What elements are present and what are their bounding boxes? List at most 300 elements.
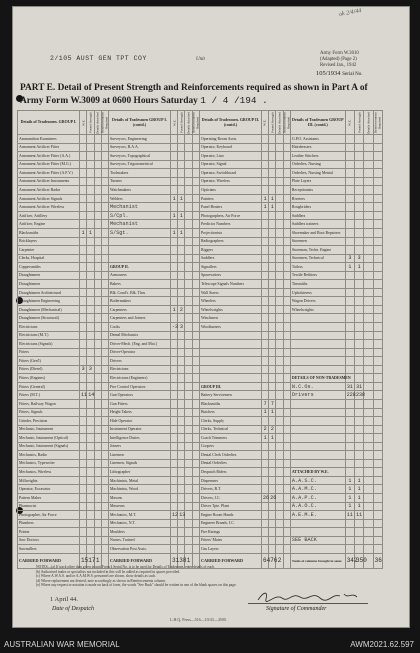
trade-label: Tinsmiths: [290, 280, 345, 289]
posted-value: [178, 399, 185, 408]
we-value: [261, 545, 268, 554]
attached-value: [185, 194, 192, 203]
attached-value: [364, 246, 373, 255]
we-value: [345, 468, 354, 477]
we-value: [171, 399, 178, 408]
posted-value: [269, 229, 276, 238]
we-value: [261, 263, 268, 272]
carry-posted: 38: [178, 553, 185, 568]
we-value: [261, 417, 268, 426]
reinf-value: [101, 493, 108, 502]
posted-value: 14: [88, 392, 95, 399]
table-row: [18, 177, 383, 186]
reinf-value: [373, 203, 382, 212]
we-value: 1: [345, 263, 354, 272]
form-revised: Revised Jan., 1942: [320, 63, 357, 68]
attached-value: [276, 203, 283, 212]
posted-value: 1: [178, 194, 185, 203]
we-value: [261, 331, 268, 340]
we-value: [171, 160, 178, 169]
attached-value: [94, 152, 101, 161]
reinf-value: [101, 357, 108, 366]
trade-label: [290, 408, 345, 417]
we-value: [171, 459, 178, 468]
we-value: [345, 417, 354, 426]
we-value: [345, 246, 354, 255]
trade-label: Saddlers: [199, 254, 261, 263]
reinf-value: [373, 254, 382, 263]
printer-line: L.H.Q. Press—516—10/43—4500.: [170, 617, 227, 622]
reinf-value: [373, 246, 382, 255]
posted-value: [87, 263, 94, 272]
reinf-value: [101, 340, 108, 349]
attached-value: [364, 152, 373, 161]
reinf-value: [283, 169, 290, 178]
attached-value: [364, 254, 373, 263]
attached-value: [185, 220, 192, 229]
we-value: [171, 468, 178, 477]
trade-label: Gas Layers: [199, 545, 261, 554]
reinf-value: [192, 425, 199, 434]
reinf-value: [192, 254, 199, 263]
trade-label: Dispensers: [199, 476, 261, 485]
reinf-value: [192, 442, 199, 451]
attached-value: [276, 186, 283, 195]
posted-value: 13: [179, 511, 186, 518]
posted-value: [269, 135, 276, 144]
posted-value: [269, 160, 276, 169]
table-row: [18, 254, 383, 263]
reinf-value: [373, 374, 382, 383]
attached-value: [364, 160, 373, 169]
trade-label: Draughtsmen Architectural: [18, 288, 80, 297]
trade-label: [290, 314, 345, 323]
we-value: [345, 271, 354, 280]
trade-label: [108, 246, 170, 255]
col-posted: Posted Strength: [179, 112, 184, 133]
trade-label: N.C.Os.: [290, 382, 345, 391]
posted-value: [87, 169, 94, 178]
reinf-value: [373, 399, 382, 408]
reinf-value: [192, 194, 199, 203]
trade-label: Operator, Lino: [199, 152, 261, 161]
trade-label: Blacksmiths: [18, 229, 80, 238]
trade-label: Wheelers: [199, 297, 261, 306]
trade-label: Mechanics, Typewriter: [18, 459, 80, 468]
we-value: [261, 382, 268, 391]
attached-value: [185, 340, 192, 349]
trade-label: Draughtsmen Engineering: [18, 297, 80, 306]
reinf-value: [373, 528, 382, 537]
table-row: [18, 545, 383, 554]
we-value: 1: [171, 194, 178, 203]
attached-value: [364, 519, 373, 528]
trade-label: [290, 357, 345, 366]
we-value: 1: [261, 203, 268, 212]
table-row: [18, 434, 383, 443]
carry-attached: 2: [276, 553, 283, 568]
attached-value: [94, 297, 101, 306]
posted-value: [178, 254, 185, 263]
posted-value: [178, 434, 185, 443]
attached-value: [276, 246, 283, 255]
we-value: 1: [171, 229, 178, 238]
reinf-value: [283, 536, 290, 545]
attached-value: [276, 451, 283, 460]
trade-label: Armament Artificer Signals: [18, 194, 80, 203]
reinf-value: [101, 323, 108, 332]
trade-label: [199, 357, 261, 366]
reinf-value: [101, 391, 108, 400]
we-value: [80, 399, 87, 408]
attached-value: [94, 357, 101, 366]
reinf-value: [192, 468, 199, 477]
reinf-value: [283, 442, 290, 451]
reinf-value: [101, 211, 108, 220]
posted-value: [87, 280, 94, 289]
attached-value: [364, 177, 373, 186]
posted-value: [87, 451, 94, 460]
attached-value: [276, 417, 283, 426]
posted-value: [269, 271, 276, 280]
we-value: [171, 451, 178, 460]
we-value: [345, 280, 354, 289]
posted-value: [269, 536, 276, 545]
posted-value: [178, 528, 185, 537]
attached-value: [185, 459, 192, 468]
we-value: [261, 177, 268, 186]
we-value: [345, 305, 354, 314]
we-value: [80, 468, 87, 477]
attached-value: [185, 408, 192, 417]
trade-label: [290, 519, 345, 528]
attached-value: [276, 237, 283, 246]
we-value: [261, 485, 268, 494]
reinf-value: [373, 434, 382, 443]
reinf-value: [192, 186, 199, 195]
table-row: [18, 211, 383, 220]
attached-value: [94, 442, 101, 451]
posted-value: [269, 382, 276, 391]
we-value: [80, 476, 87, 485]
we-value: [171, 237, 178, 246]
reinf-value: [101, 365, 108, 374]
attached-value: [185, 476, 192, 485]
table-row: [18, 237, 383, 246]
trade-label: Surveyors, Trigonometrical: [108, 160, 170, 169]
trade-label: Gun Operators: [108, 391, 170, 400]
table-row: [18, 186, 383, 195]
attached-value: [185, 263, 192, 272]
we-value: [171, 314, 178, 323]
attached-value: [185, 493, 192, 502]
trade-label: Armourers: [108, 271, 170, 280]
col-we: W.E.: [171, 111, 178, 135]
attached-value: [276, 391, 283, 400]
posted-value: [269, 186, 276, 195]
we-value: [171, 493, 178, 502]
attached-value: [94, 434, 101, 443]
trade-label: Tailors: [290, 263, 345, 272]
trade-label: Armament Artificer Fitter (A.F.V.): [18, 169, 80, 178]
table-row: [18, 459, 383, 468]
posted-value: [355, 340, 364, 349]
trade-label: Fitters (Gen'l): [18, 357, 80, 366]
we-value: [261, 246, 268, 255]
trade-label: Fitters' Mates: [199, 536, 261, 545]
reinf-value: [373, 417, 382, 426]
attached-value: [276, 536, 283, 545]
trade-label: Gun Fitters: [108, 399, 170, 408]
signature-line: [248, 603, 368, 604]
we-value: 1: [261, 408, 268, 417]
we-value: [171, 263, 178, 272]
trade-label: Clerks, Technical: [199, 425, 261, 434]
attached-value: [364, 408, 373, 417]
posted-value: [355, 177, 364, 186]
reinf-value: [101, 135, 108, 144]
attached-value: [185, 152, 192, 161]
attached-value: [94, 502, 101, 511]
attached-value: [364, 468, 373, 477]
posted-value: [87, 177, 94, 186]
attached-value: [276, 297, 283, 306]
posted-value: [178, 451, 185, 460]
posted-value: 3: [87, 365, 94, 374]
posted-value: [269, 468, 276, 477]
attached-value: [276, 511, 283, 520]
posted-value: [178, 391, 185, 400]
attached-value: [185, 288, 192, 297]
serial-number: [316, 70, 362, 77]
attached-value: [94, 186, 101, 195]
col-we: W.E.: [345, 111, 354, 135]
posted-value: [355, 519, 364, 528]
we-value: 11: [81, 392, 88, 399]
posted-value: [269, 211, 276, 220]
trade-label: [199, 331, 261, 340]
trade-label: Photographers, Air Force: [199, 211, 261, 220]
posted-value: [87, 305, 94, 314]
we-value: 1: [261, 194, 268, 203]
we-value: [345, 169, 354, 178]
table-row: [18, 280, 383, 289]
attached-value: [185, 545, 192, 554]
attached-value: [364, 425, 373, 434]
reinf-value: [283, 254, 290, 263]
reinf-value: [373, 297, 382, 306]
posted-value: [269, 254, 276, 263]
posted-value: 26: [270, 494, 277, 501]
trade-label: Woodturners: [199, 323, 261, 332]
posted-value: [355, 545, 364, 554]
reinf-value: [101, 519, 108, 528]
reinf-value: [192, 177, 199, 186]
trade-label: Opticians: [199, 186, 261, 195]
reinf-value: [192, 511, 199, 520]
attached-value: [364, 135, 373, 144]
we-value: [80, 451, 87, 460]
reinf-value: [283, 280, 290, 289]
posted-value: [355, 536, 364, 545]
reinf-value: [101, 417, 108, 426]
attached-value: [364, 229, 373, 238]
col-details-3: Details of Tradesmen. GROUP II. (contd.): [199, 111, 261, 135]
reinf-value: [101, 331, 108, 340]
reinf-value: [283, 211, 290, 220]
we-value: 1: [345, 485, 354, 494]
notes-block: [36, 565, 366, 588]
trade-label: Coopers: [199, 442, 261, 451]
posted-value: [269, 502, 276, 511]
reinf-value: [192, 519, 199, 528]
attached-value: [276, 229, 283, 238]
attached-value: [185, 271, 192, 280]
total-we: 342: [345, 553, 354, 568]
trade-label: Armament Artificer Radar: [18, 186, 80, 195]
attached-value: [276, 459, 283, 468]
attached-value: [94, 451, 101, 460]
reinf-value: [283, 340, 290, 349]
reinf-value: [101, 348, 108, 357]
attached-value: [185, 536, 192, 545]
attached-value: [185, 186, 192, 195]
table-row: [18, 305, 383, 314]
reinf-value: [192, 485, 199, 494]
attached-value: [276, 135, 283, 144]
attached-value: [364, 434, 373, 443]
trade-label: Storemen: [290, 237, 345, 246]
posted-value: [87, 468, 94, 477]
we-value: [171, 143, 178, 152]
posted-value: [178, 476, 185, 485]
reinf-value: [283, 417, 290, 426]
reinf-value: [283, 297, 290, 306]
reinf-value: [373, 314, 382, 323]
we-value: [261, 152, 268, 161]
trade-label: Linemen, Signals: [108, 459, 170, 468]
trade-label: Signallers: [199, 263, 261, 272]
reinf-value: [192, 323, 199, 332]
table-row: [18, 143, 383, 152]
col-details-1: Details of Tradesmen. GROUP I.: [18, 111, 80, 135]
posted-value: [355, 271, 364, 280]
reinf-value: [373, 152, 382, 161]
reinf-value: [373, 169, 382, 178]
we-value: [261, 186, 268, 195]
reinf-value: [373, 220, 382, 229]
posted-value: [87, 348, 94, 357]
we-value: [80, 143, 87, 152]
trade-label: [290, 417, 345, 426]
attached-value: [364, 211, 373, 220]
posted-value: [87, 511, 94, 520]
we-value: [80, 135, 87, 144]
posted-value: [269, 476, 276, 485]
we-value: [80, 511, 87, 520]
trade-label: Mechanics, Radio: [18, 451, 80, 460]
trade-label: [290, 340, 345, 349]
reinf-value: [283, 545, 290, 554]
attached-value: [276, 254, 283, 263]
table-row: [18, 425, 383, 434]
attached-value: [276, 357, 283, 366]
reinf-value: [192, 391, 199, 400]
posted-value: [269, 246, 276, 255]
attached-value: [276, 152, 283, 161]
we-value: [345, 408, 354, 417]
we-value: [261, 357, 268, 366]
we-value: -3: [172, 323, 179, 330]
trade-label: Clerks, Hospital: [18, 254, 80, 263]
trade-label: GROUP III.: [199, 382, 261, 391]
trade-label: Shoemaker and Boot Repairers: [290, 229, 345, 238]
posted-value: [178, 186, 185, 195]
we-value: [261, 323, 268, 332]
attached-value: [185, 382, 192, 391]
attached-value: [185, 143, 192, 152]
posted-value: [178, 288, 185, 297]
trade-label: Riveters: [290, 194, 345, 203]
we-value: 228: [346, 392, 356, 399]
table-row: [18, 357, 383, 366]
form-number: Army Form W.3010: [320, 51, 359, 56]
reinf-value: [373, 502, 382, 511]
we-value: [80, 323, 87, 332]
reinf-value: [192, 459, 199, 468]
we-value: [80, 297, 87, 306]
handwritten-annotation: ok 2/4/44: [338, 8, 362, 18]
reinf-value: [192, 305, 199, 314]
trade-label: Battery Servicemen: [199, 391, 261, 400]
we-value: [171, 485, 178, 494]
trade-label: Driver Tpte. Plant: [199, 502, 261, 511]
col-posted: Posted Strength: [355, 111, 364, 135]
col-attached: Details Attached: [277, 111, 282, 134]
note-line: NOTES—(a) If track other than given in unit Form 4 Serial No. is to be used for Details of Tradesmen, enter details of each.: [36, 565, 215, 569]
we-value: [171, 186, 178, 195]
we-value: [80, 357, 87, 366]
trade-label: [290, 459, 345, 468]
trade-label: [290, 451, 345, 460]
we-value: [80, 382, 87, 391]
posted-value: 1: [269, 434, 276, 443]
reinf-value: [101, 254, 108, 263]
reinf-value: [283, 331, 290, 340]
posted-value: [355, 160, 364, 169]
posted-value: [178, 314, 185, 323]
table-row: [18, 468, 383, 477]
we-value: [171, 340, 178, 349]
posted-value: [355, 434, 364, 443]
attached-value: [276, 177, 283, 186]
attached-value: [185, 314, 192, 323]
reinf-value: [192, 160, 199, 169]
reinf-value: [283, 451, 290, 460]
we-value: [345, 152, 354, 161]
trade-label: Surveyors, Topographical: [108, 152, 170, 161]
attached-value: [364, 399, 373, 408]
col-details-2: Details of Tradesmen GROUP I. (contd.): [108, 111, 170, 135]
posted-value: [355, 442, 364, 451]
posted-value: [355, 468, 364, 477]
we-value: [261, 536, 268, 545]
attached-value: [364, 417, 373, 426]
reinf-value: [373, 263, 382, 272]
attached-value: [94, 194, 101, 203]
posted-value: [87, 382, 94, 391]
attached-value: [94, 177, 101, 186]
